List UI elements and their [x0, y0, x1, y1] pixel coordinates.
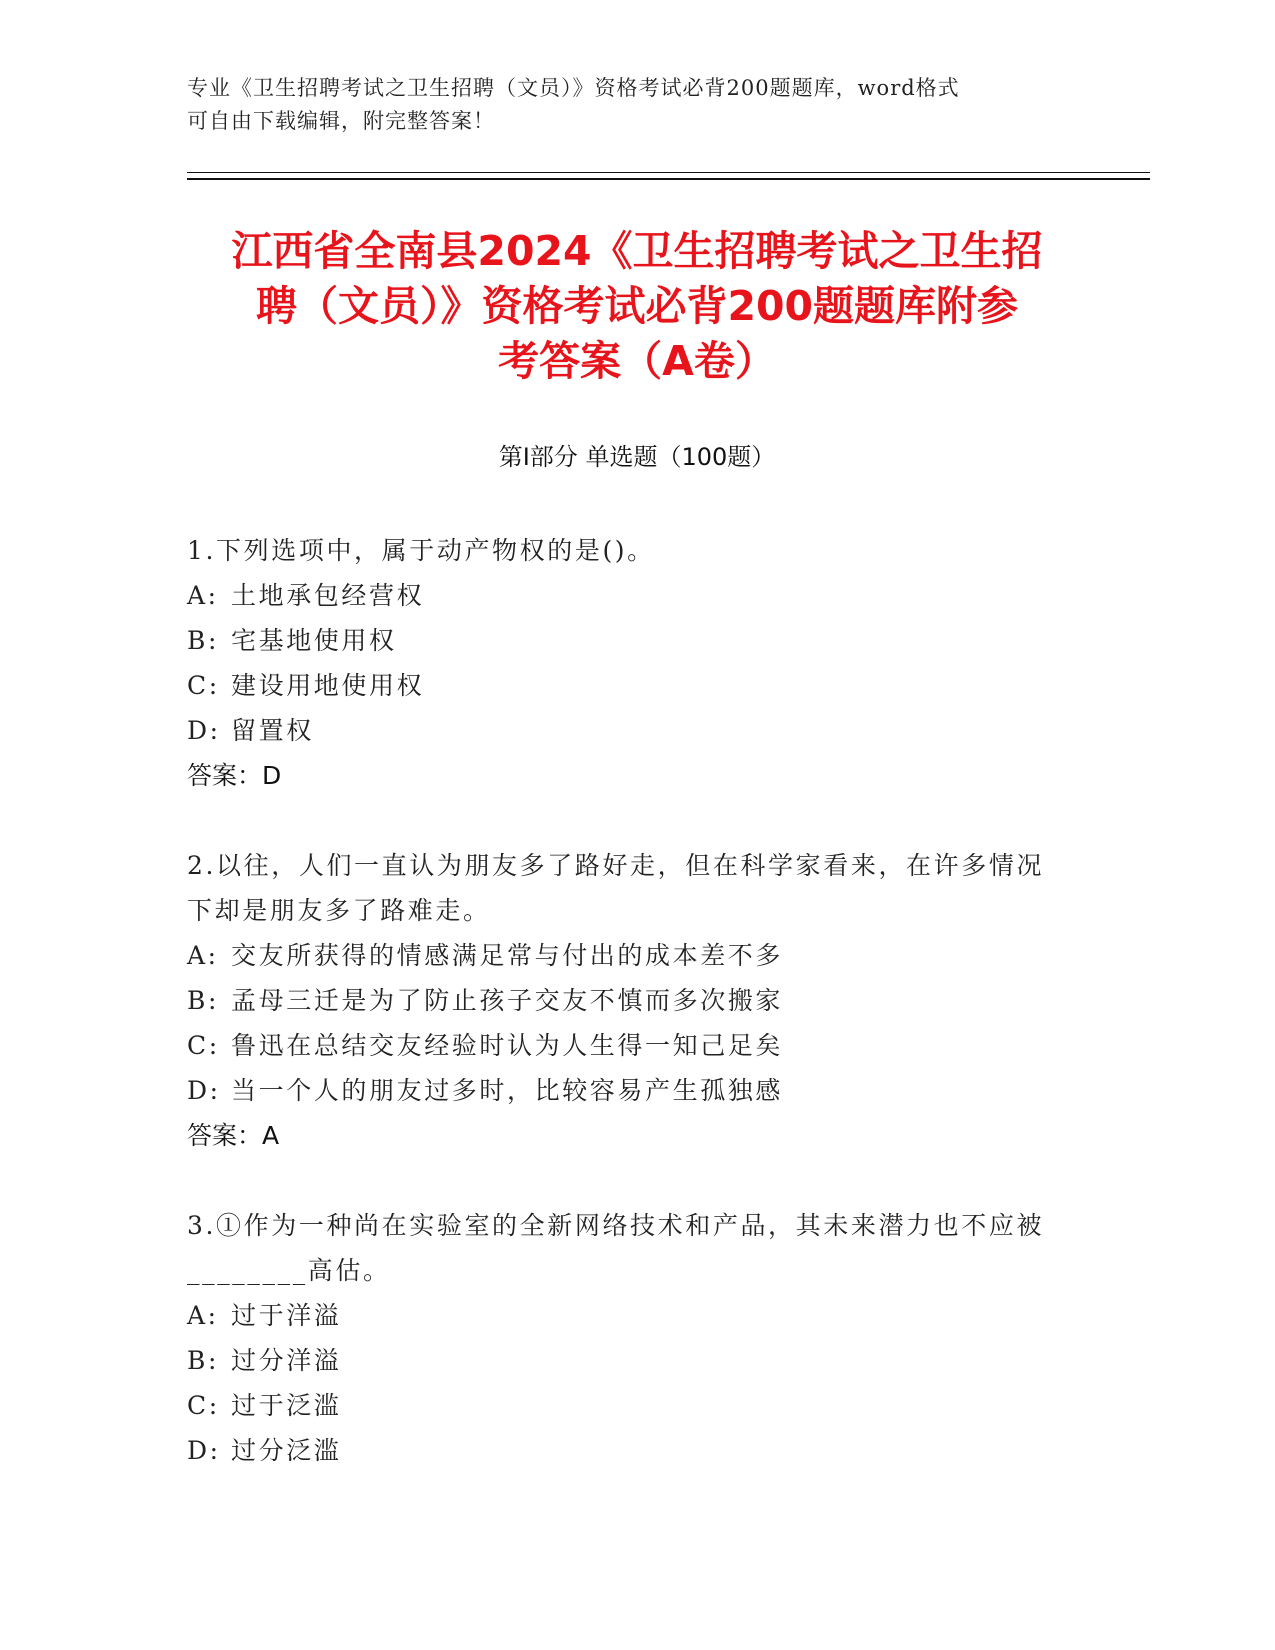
- answer-line: 答案：D: [187, 761, 282, 790]
- option-d: [187, 1068, 1067, 1113]
- option-letter: D:: [187, 716, 221, 745]
- header-divider-thick: [187, 178, 1150, 180]
- option-text: 过于洋溢: [231, 1301, 342, 1330]
- document-title: [187, 224, 1087, 389]
- answer-line: 答案：A: [187, 1121, 280, 1150]
- option-d: [187, 708, 1067, 753]
- option-text: 留置权: [231, 716, 314, 745]
- option-letter: B:: [187, 626, 219, 655]
- option-a: [187, 573, 1067, 618]
- option-c: [187, 1023, 1067, 1068]
- option-letter: B:: [187, 1346, 219, 1375]
- option-a: [187, 1293, 1067, 1338]
- option-letter: A:: [187, 1301, 219, 1330]
- option-text: 交友所获得的情感满足常与付出的成本差不多: [231, 941, 784, 970]
- section-heading: 第Ⅰ部分 单选题（100题）: [498, 443, 776, 471]
- header-note-line-1: 专业《卫生招聘考试之卫生招聘（文员）》资格考试必背200题题库，word格式: [187, 76, 960, 100]
- option-b: [187, 618, 1067, 663]
- option-letter: B:: [187, 986, 219, 1015]
- option-text: 当一个人的朋友过多时，比较容易产生孤独感: [231, 1076, 784, 1105]
- title-line-2: 聘（文员）》资格考试必背200题题库附参: [255, 282, 1019, 330]
- option-b: [187, 1338, 1067, 1383]
- title-line-3: 考答案（A卷）: [498, 337, 776, 385]
- title-line-1: 江西省全南县2024《卫生招聘考试之卫生招: [231, 227, 1043, 275]
- question-stem: 1.下列选项中，属于动产物权的是()。: [187, 536, 655, 565]
- question-2: [187, 843, 1067, 1158]
- option-d: [187, 1428, 1067, 1473]
- option-letter: C:: [187, 1031, 220, 1060]
- question-1: [187, 528, 1067, 798]
- header-divider-thin: [187, 172, 1150, 173]
- option-text: 土地承包经营权: [231, 581, 425, 610]
- option-text: 建设用地使用权: [231, 671, 425, 700]
- header-note-line-2: 可自由下载编辑，附完整答案！: [187, 109, 495, 133]
- option-text: 宅基地使用权: [231, 626, 397, 655]
- document-header-note: [187, 72, 1067, 138]
- option-text: 孟母三迁是为了防止孩子交友不慎而多次搬家: [231, 986, 784, 1015]
- option-letter: C:: [187, 671, 220, 700]
- option-letter: A:: [187, 581, 219, 610]
- option-text: 过于泛滥: [231, 1391, 342, 1420]
- option-text: 过分泛滥: [231, 1436, 342, 1465]
- option-c: [187, 663, 1067, 708]
- option-a: [187, 933, 1067, 978]
- question-stem: 2.以往，人们一直认为朋友多了路好走，但在科学家看来，在许多情况下却是朋友多了路难走。: [187, 851, 1045, 925]
- question-3: [187, 1203, 1067, 1473]
- option-text: 鲁迅在总结交友经验时认为人生得一知己足矣: [231, 1031, 784, 1060]
- option-text: 过分洋溢: [231, 1346, 342, 1375]
- option-letter: C:: [187, 1391, 220, 1420]
- option-letter: D:: [187, 1436, 221, 1465]
- option-c: [187, 1383, 1067, 1428]
- question-stem: 3.①作为一种尚在实验室的全新网络技术和产品，其未来潜力也不应被________高估。: [187, 1211, 1045, 1285]
- option-letter: D:: [187, 1076, 221, 1105]
- option-b: [187, 978, 1067, 1023]
- question-list: [187, 528, 1067, 1518]
- option-letter: A:: [187, 941, 219, 970]
